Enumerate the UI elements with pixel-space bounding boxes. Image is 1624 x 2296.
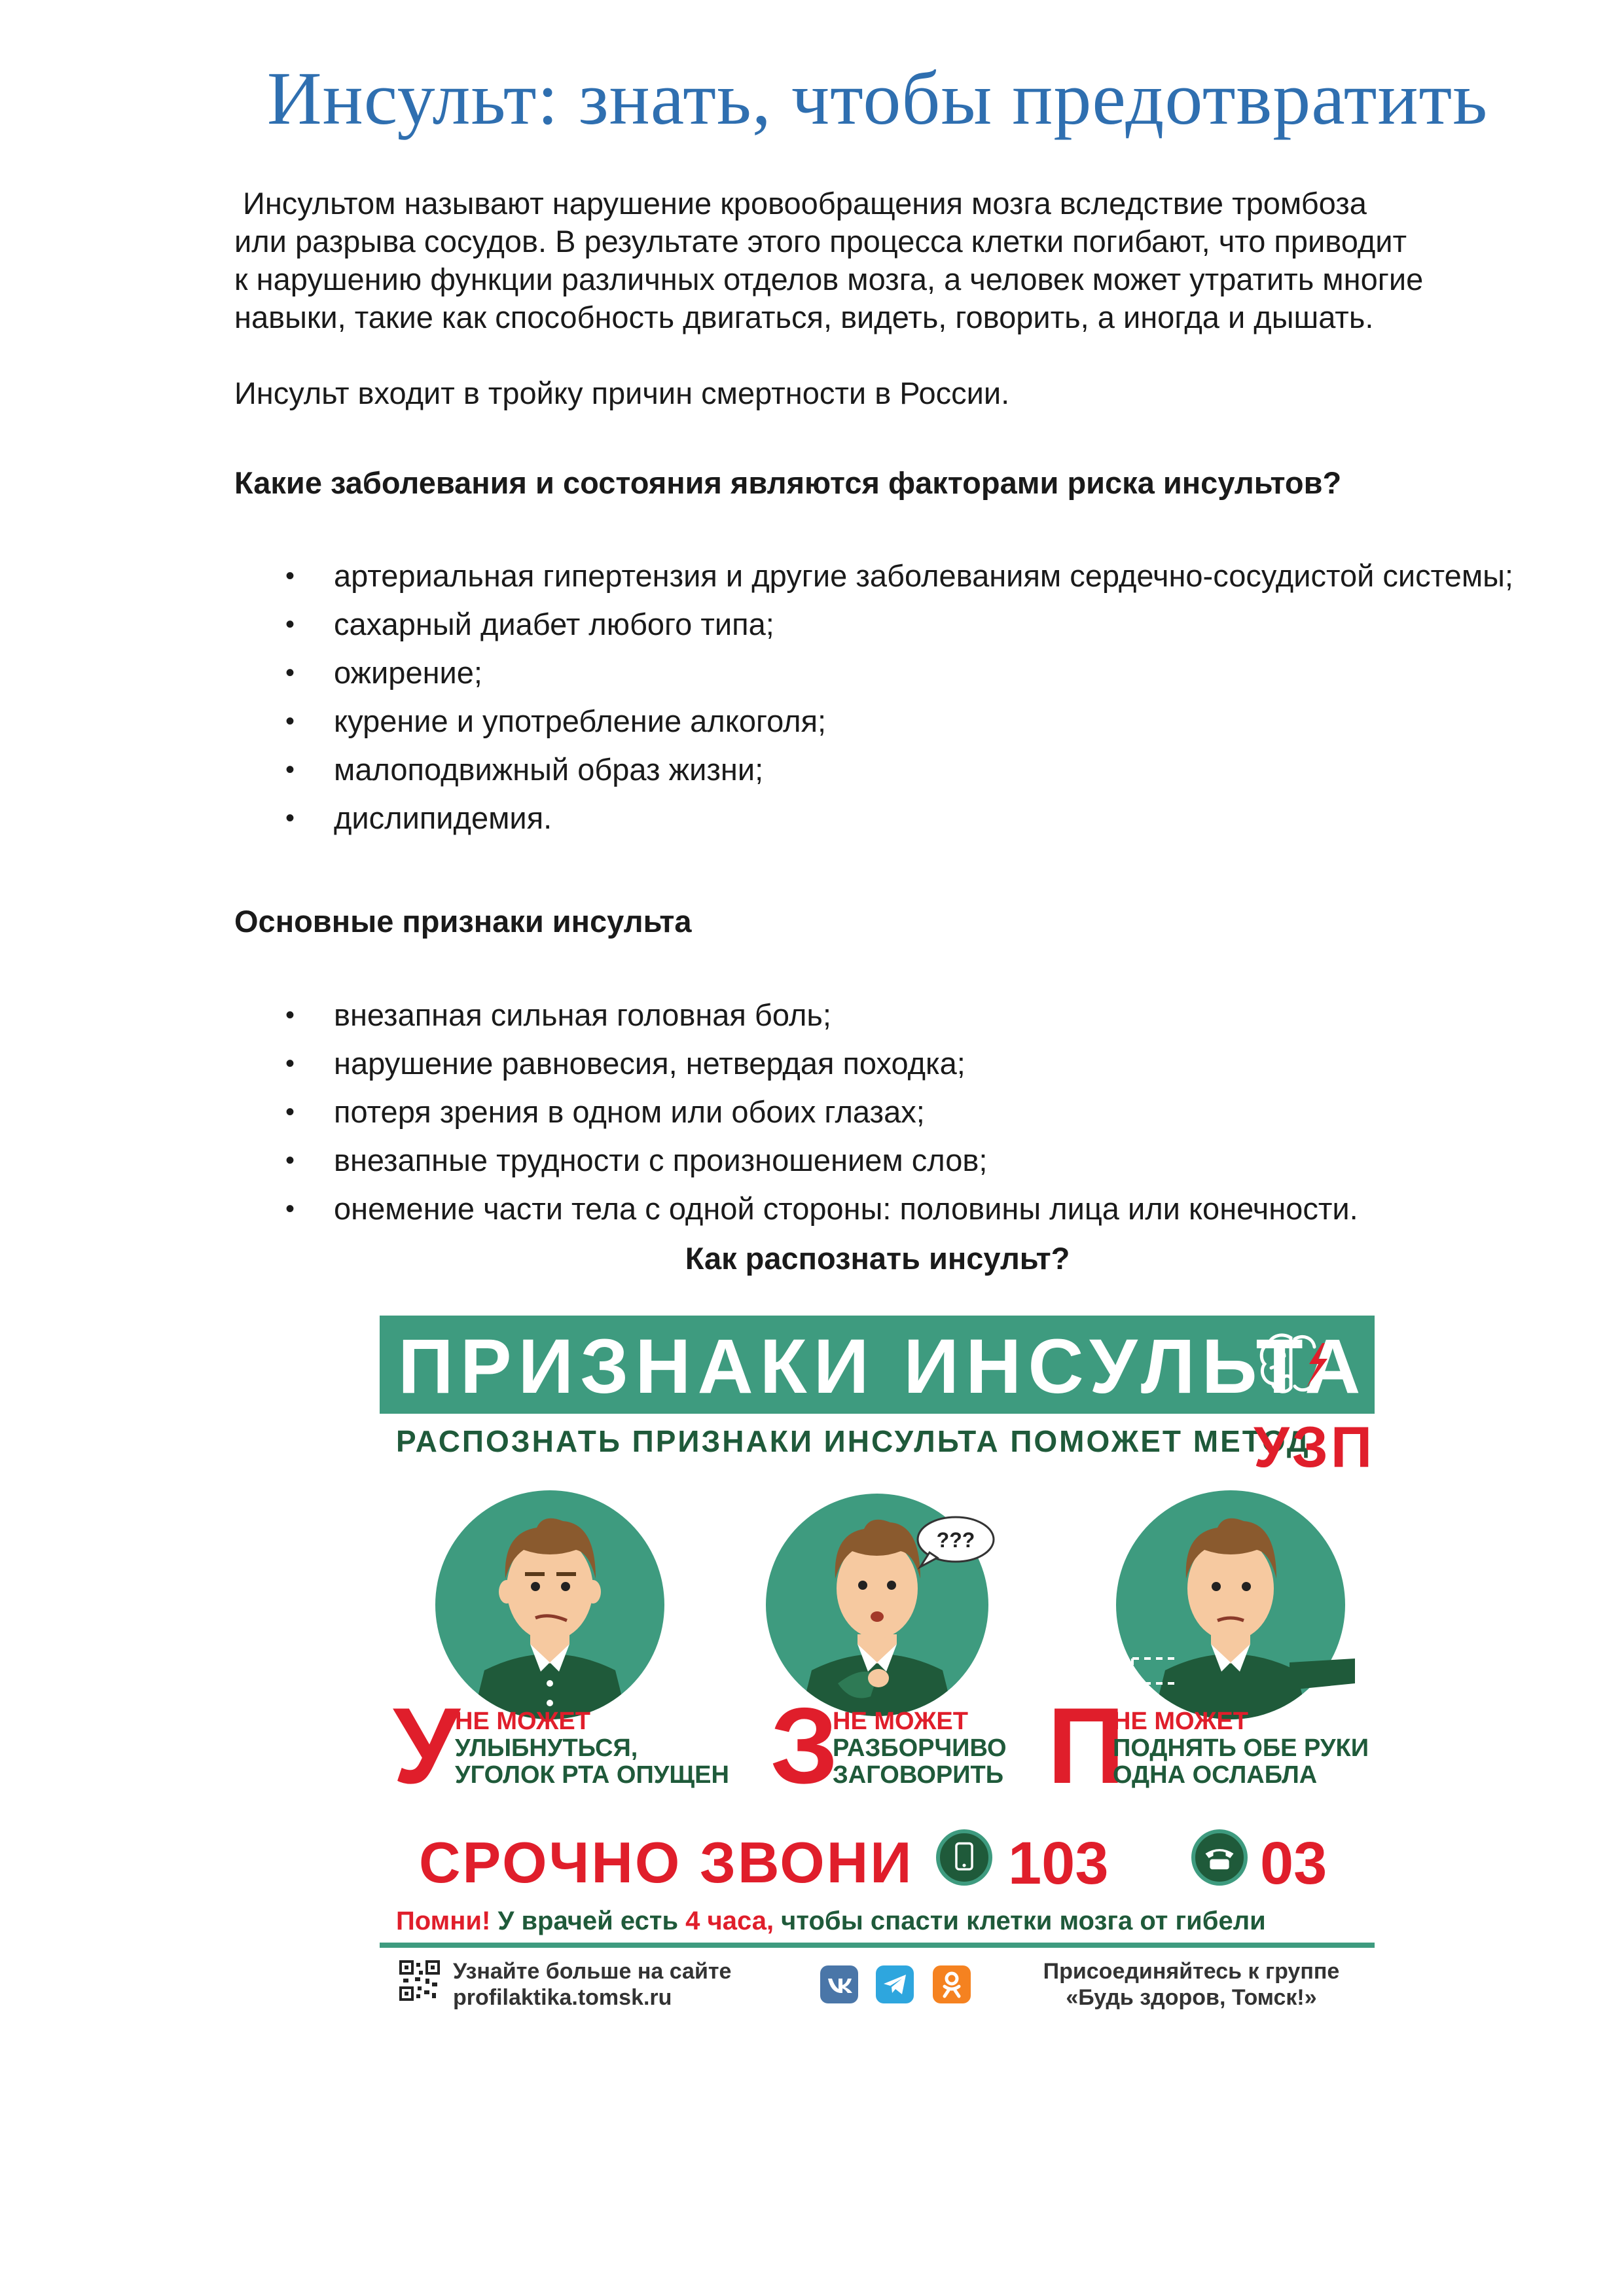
risk-factors-heading: Какие заболевания и состояния являются факторами риска инсультов?	[234, 465, 1342, 500]
list-item-text: ожирение;	[334, 655, 482, 690]
odnoklassniki-icon	[933, 1965, 971, 2003]
list-item	[234, 1185, 1524, 1233]
website-info	[453, 1958, 731, 2011]
list-item-text: артериальная гипертензия и другие заболеваниям сердечно-сосудистой системы;	[334, 558, 1513, 593]
list-item-text: внезапные трудности с произношением слов;	[334, 1143, 988, 1177]
intro-line: навыки, такие как способность двигаться, видеть, говорить, а иногда и дышать.	[234, 300, 1374, 334]
list-item-text: внезапная сильная головная боль;	[334, 997, 831, 1032]
emergency-call-row	[380, 1823, 1375, 1895]
bullet-icon: •	[285, 658, 295, 687]
sign-line: ПОДНЯТЬ ОБЕ РУКИ	[1113, 1734, 1369, 1762]
list-item-text: сахарный диабет любого типа;	[334, 607, 774, 641]
intro-line: к нарушению функции различных отделов мозга, а человек может утратить многие	[234, 262, 1424, 296]
vk-icon	[820, 1965, 858, 2003]
list-item	[234, 649, 1524, 697]
website-url: profilaktika.tomsk.ru	[453, 1985, 672, 2010]
sign-line: НЕ МОЖЕТ	[1113, 1708, 1248, 1735]
mobile-phone-icon	[936, 1829, 992, 1886]
list-item	[234, 991, 1524, 1039]
sign-line: ОДНА ОСЛАБЛА	[1113, 1761, 1318, 1789]
remember-suffix: чтобы спасти клетки мозга от гибели	[774, 1907, 1266, 1935]
sign-line: РАЗБОРЧИВО	[833, 1734, 1007, 1762]
bullet-icon: •	[285, 1146, 295, 1175]
list-item-text: малоподвижный образ жизни;	[334, 752, 764, 787]
list-item	[234, 745, 1524, 794]
join-label: Присоединяйтесь к группе	[1043, 1959, 1340, 1984]
sign-letter: П	[1047, 1685, 1125, 1806]
stroke-signs-poster	[380, 1316, 1375, 2009]
remember-prefix: Помни!	[396, 1907, 491, 1935]
sign-letter: У	[393, 1685, 460, 1806]
method-abbreviation: УЗП	[1254, 1414, 1375, 1479]
intro-paragraph	[234, 185, 1524, 336]
bullet-icon: •	[285, 804, 295, 833]
website-label: Узнайте больше на сайте	[453, 1959, 732, 1984]
bullet-icon: •	[285, 1098, 295, 1126]
sign-line: ЗАГОВОРИТЬ	[833, 1761, 1004, 1789]
bullet-icon: •	[285, 1001, 295, 1030]
call-now-text: СРОЧНО ЗВОНИ	[419, 1830, 914, 1895]
list-item	[234, 600, 1524, 649]
list-item	[234, 1136, 1524, 1185]
telegram-icon	[876, 1965, 914, 2003]
mortality-fact: Инсульт входит в тройку причин смертности в России.	[234, 376, 1010, 410]
poster-header	[380, 1316, 1375, 1414]
divider	[380, 1943, 1375, 1948]
poster-subtitle: РАСПОЗНАТЬ ПРИЗНАКИ ИНСУЛЬТА ПОМОЖЕТ МЕТОД	[396, 1424, 1310, 1458]
bullet-icon: •	[285, 755, 295, 784]
recognize-heading: Как распознать инсульт?	[685, 1241, 1070, 1276]
list-item	[234, 1039, 1524, 1088]
risk-factors-list	[234, 552, 1524, 842]
page-title: Инсульт: знать, чтобы предотвратить	[266, 57, 1489, 141]
list-item-text: потеря зрения в одном или обоих глазах;	[334, 1094, 925, 1129]
sign-line: НЕ МОЖЕТ	[833, 1708, 968, 1735]
list-item	[234, 794, 1524, 842]
remember-hours: 4 часа,	[685, 1907, 774, 1935]
bullet-icon: •	[285, 610, 295, 639]
person-smile-illustration	[432, 1487, 668, 1723]
signs-list	[234, 991, 1524, 1233]
remember-mid: У врачей есть	[490, 1907, 686, 1935]
landline-emergency-number: 03	[1260, 1830, 1327, 1897]
mobile-emergency-number: 103	[1008, 1830, 1109, 1897]
list-item-text: онемение части тела с одной стороны: половины лица или конечности.	[334, 1191, 1358, 1226]
list-item	[234, 552, 1524, 600]
sign-letter: З	[770, 1685, 839, 1806]
qr-code-icon	[399, 1960, 440, 2001]
sign-line: УГОЛОК РТА ОПУЩЕН	[455, 1761, 729, 1789]
list-item-text: дислипидемия.	[334, 800, 552, 835]
poster-title: ПРИЗНАКИ ИНСУЛЬТА	[398, 1323, 1367, 1410]
telephone-icon	[1191, 1829, 1248, 1886]
group-name: «Будь здоров, Томск!»	[1066, 1985, 1317, 2010]
bullet-icon: •	[285, 1049, 295, 1078]
sign-line: НЕ МОЖЕТ	[455, 1708, 590, 1735]
intro-line: Инсультом называют нарушение кровообращения мозга вследствие тромбоза	[234, 186, 1367, 221]
speech-bubble-text: ???	[936, 1528, 975, 1552]
sign-line: УЛЫБНУТЬСЯ,	[455, 1734, 638, 1762]
list-item	[234, 1088, 1524, 1136]
remember-note	[396, 1907, 1266, 1936]
bullet-icon: •	[285, 707, 295, 736]
brain-icon	[1257, 1330, 1329, 1399]
person-arms-illustration	[1113, 1487, 1362, 1723]
bullet-icon: •	[285, 562, 295, 590]
intro-line: или разрыва сосудов. В результате этого процесса клетки погибают, что приводит	[234, 224, 1407, 259]
list-item-text: нарушение равновесия, нетвердая походка;	[334, 1046, 965, 1081]
bullet-icon: •	[285, 1194, 295, 1223]
main-signs-heading: Основные признаки инсульта	[234, 904, 692, 939]
list-item	[234, 697, 1524, 745]
list-item-text: курение и употребление алкоголя;	[334, 704, 827, 738]
group-invitation	[1034, 1958, 1348, 2011]
